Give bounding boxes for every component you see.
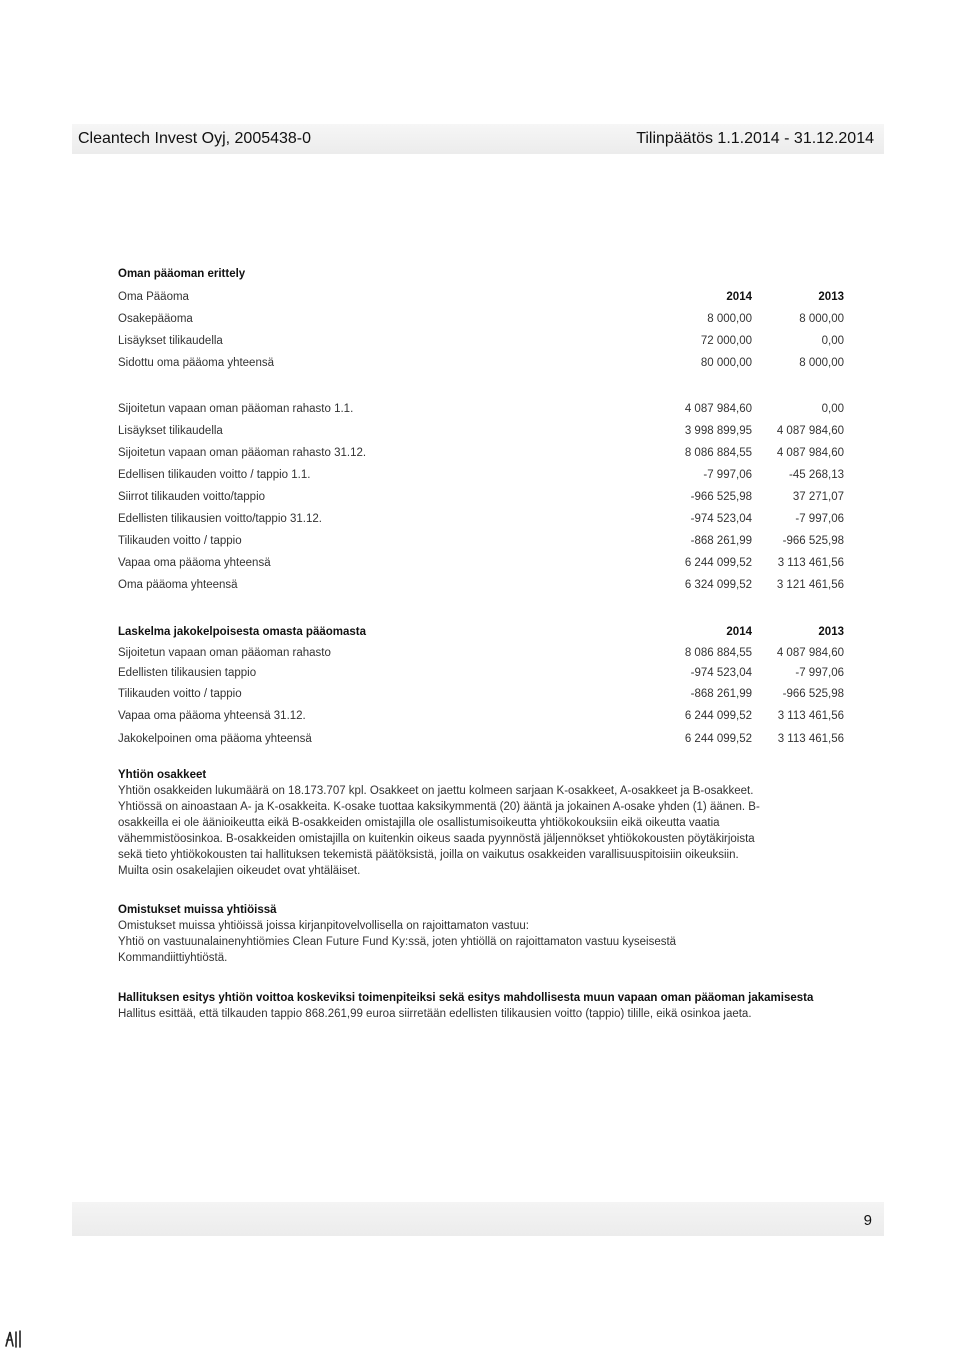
- value-2013: -45 268,13: [789, 469, 844, 481]
- year-2014-header: 2014: [726, 626, 752, 638]
- year-2013-header: 2013: [818, 291, 844, 303]
- row-label: Vapaa oma pääoma yhteensä 31.12.: [118, 710, 306, 722]
- distributable-section-title: Laskelma jakokelpoisesta omasta pääomasta: [118, 626, 367, 638]
- value-2014: 4 087 984,60: [684, 403, 752, 415]
- value-2013: -966 525,98: [782, 535, 844, 547]
- board-proposal-title: Hallituksen esitys yhtiön voittoa koskeviksi toimenpiteiksi sekä esitys mahdollisesta muun vapaan oman pääoman jakamisesta: [118, 992, 814, 1004]
- table-row: [118, 313, 850, 335]
- holdings-section-title: Omistukset muissa yhtiöissä: [118, 904, 277, 916]
- value-2013: 4 087 984,60: [776, 447, 844, 459]
- year-2014-header: 2014: [726, 291, 752, 303]
- page-number: 9: [863, 1212, 872, 1229]
- value-2014: -7 997,06: [703, 469, 752, 481]
- paragraph-line: Yhtiön osakkeiden lukumäärä on 18.173.707 kpl. Osakkeet on jaettu kolmeen sarjaan K-osakkeet, A-osakkeet ja B-osakkeet.: [118, 785, 754, 797]
- value-2014: -974 523,04: [690, 667, 752, 679]
- equity-section-title: Oman pääoman erittely: [118, 268, 246, 280]
- paragraph-line: vähemmistöosinkoa. B-osakkeiden omistajilla on kuitenkin oikeus saada pyynnöstä jäljennökset yhtiökokousten pöytäkirjoista: [118, 833, 755, 845]
- value-2014: 80 000,00: [700, 357, 752, 369]
- paragraph-line: Omistukset muissa yhtiöissä joissa kirjanpitovelvollisella on rajoittamaton vastuu:: [118, 920, 529, 932]
- page-header: [72, 124, 884, 154]
- row-label: Lisäykset tilikaudella: [118, 335, 223, 347]
- table-row: [118, 579, 850, 601]
- year-2013-header: 2013: [818, 626, 844, 638]
- fiscal-period: Tilinpäätös 1.1.2014 - 31.12.2014: [636, 130, 874, 147]
- row-label: Sijoitetun vapaan oman pääoman rahasto 1.1.: [118, 403, 354, 415]
- row-label: Tilikauden voitto / tappio: [118, 535, 242, 547]
- table-row: [118, 557, 850, 579]
- row-label: Sijoitetun vapaan oman pääoman rahasto: [118, 647, 331, 659]
- table-row: [118, 447, 850, 469]
- row-label: Oma pääoma yhteensä: [118, 579, 238, 591]
- paragraph-line: Muilta osin osakelajien oikeudet ovat yhtäläiset.: [118, 865, 361, 877]
- row-label: Oma Pääoma: [118, 291, 189, 303]
- value-2014: 6 244 099,52: [684, 557, 752, 569]
- value-2013: 8 000,00: [799, 313, 844, 325]
- value-2013: 8 000,00: [799, 357, 844, 369]
- table-row: [118, 335, 850, 357]
- value-2013: -7 997,06: [795, 667, 844, 679]
- table-row: [118, 425, 850, 447]
- paragraph-line: Kommandiittiyhtiöstä.: [118, 952, 228, 964]
- value-2013: 0,00: [821, 403, 844, 415]
- row-label: Edellisten tilikausien voitto/tappio 31.12.: [118, 513, 322, 525]
- value-2013: -966 525,98: [782, 688, 844, 700]
- table-row: [118, 733, 850, 755]
- handwritten-initials-mark: [4, 1328, 26, 1350]
- value-2013: 37 271,07: [792, 491, 844, 503]
- value-2014: 6 244 099,52: [684, 710, 752, 722]
- value-2013: 3 113 461,56: [777, 710, 844, 722]
- row-label: Tilikauden voitto / tappio: [118, 688, 242, 700]
- distributable-header-row: [118, 626, 850, 648]
- value-2013: 3 113 461,56: [777, 733, 844, 745]
- table-row: [118, 647, 850, 669]
- value-2014: -868 261,99: [690, 688, 752, 700]
- row-label: Osakepääoma: [118, 313, 193, 325]
- holdings-section: [118, 902, 676, 966]
- value-2014: 8 000,00: [707, 313, 752, 325]
- table-row: [118, 469, 850, 491]
- row-label: Sijoitetun vapaan oman pääoman rahasto 31.12.: [118, 447, 367, 459]
- row-label: Edellisen tilikauden voitto / tappio 1.1.: [118, 469, 311, 481]
- equity-header-row: [118, 291, 850, 313]
- value-2013: 0,00: [821, 335, 844, 347]
- paragraph-line: Yhtiössä on ainoastaan A- ja K-osakkeita. K-osake tuottaa kaksikymmentä (20) ääntä ja jokainen A-osake yhden (1) äänen. B-: [118, 801, 760, 813]
- shares-section-title: Yhtiön osakkeet: [118, 769, 207, 781]
- table-row: [118, 403, 850, 425]
- table-row: [118, 491, 850, 513]
- value-2013: -7 997,06: [795, 513, 844, 525]
- row-label: Siirrot tilikauden voitto/tappio: [118, 491, 266, 503]
- row-label: Sidottu oma pääoma yhteensä: [118, 357, 274, 369]
- value-2013: 4 087 984,60: [776, 425, 844, 437]
- paragraph-line: sekä tieto yhtiökokousten tai hallituksen tekemistä päätöksistä, joilla on vaikutus osakkeiden varallisuuspitoisiin oikeuksiin.: [118, 849, 739, 861]
- table-row: [118, 688, 850, 710]
- table-row: [118, 357, 850, 379]
- value-2013: 3 113 461,56: [777, 557, 844, 569]
- table-row: [118, 667, 850, 689]
- board-proposal-section: [118, 990, 813, 1022]
- row-label: Jakokelpoinen oma pääoma yhteensä: [118, 733, 312, 745]
- table-row: [118, 710, 850, 732]
- value-2014: -868 261,99: [690, 535, 752, 547]
- paragraph-line: osakkeilla ei ole äänioikeutta eikä B-osakkeiden omistajilla ole osallistumisoikeutta yhtiökokouksiin eikä oikeutta vaatia: [118, 817, 720, 829]
- row-label: Vapaa oma pääoma yhteensä: [118, 557, 271, 569]
- value-2014: -974 523,04: [690, 513, 752, 525]
- value-2014: 6 244 099,52: [684, 733, 752, 745]
- board-proposal-text: Hallitus esittää, että tilkauden tappio 868.261,99 euroa siirretään edellisten tilikausien voitto (tappio) tilille, eikä osinkoa jaeta.: [118, 1008, 752, 1020]
- shares-section: [118, 767, 760, 879]
- page-footer: [72, 1202, 884, 1236]
- row-label: Edellisten tilikausien tappio: [118, 667, 257, 679]
- value-2013: 4 087 984,60: [776, 647, 844, 659]
- value-2013: 3 121 461,56: [776, 579, 844, 591]
- value-2014: 8 086 884,55: [684, 647, 752, 659]
- value-2014: 8 086 884,55: [684, 447, 752, 459]
- value-2014: 3 998 899,95: [684, 425, 752, 437]
- row-label: Lisäykset tilikaudella: [118, 425, 223, 437]
- value-2014: 72 000,00: [700, 335, 752, 347]
- table-row: [118, 513, 850, 535]
- paragraph-line: Yhtiö on vastuunalainenyhtiömies Clean Future Fund Ky:ssä, joten yhtiöllä on rajoittamaton vastuu kyseisestä: [118, 936, 677, 948]
- value-2014: -966 525,98: [690, 491, 752, 503]
- company-name: Cleantech Invest Oyj, 2005438-0: [78, 130, 312, 147]
- value-2014: 6 324 099,52: [684, 579, 752, 591]
- table-row: [118, 535, 850, 557]
